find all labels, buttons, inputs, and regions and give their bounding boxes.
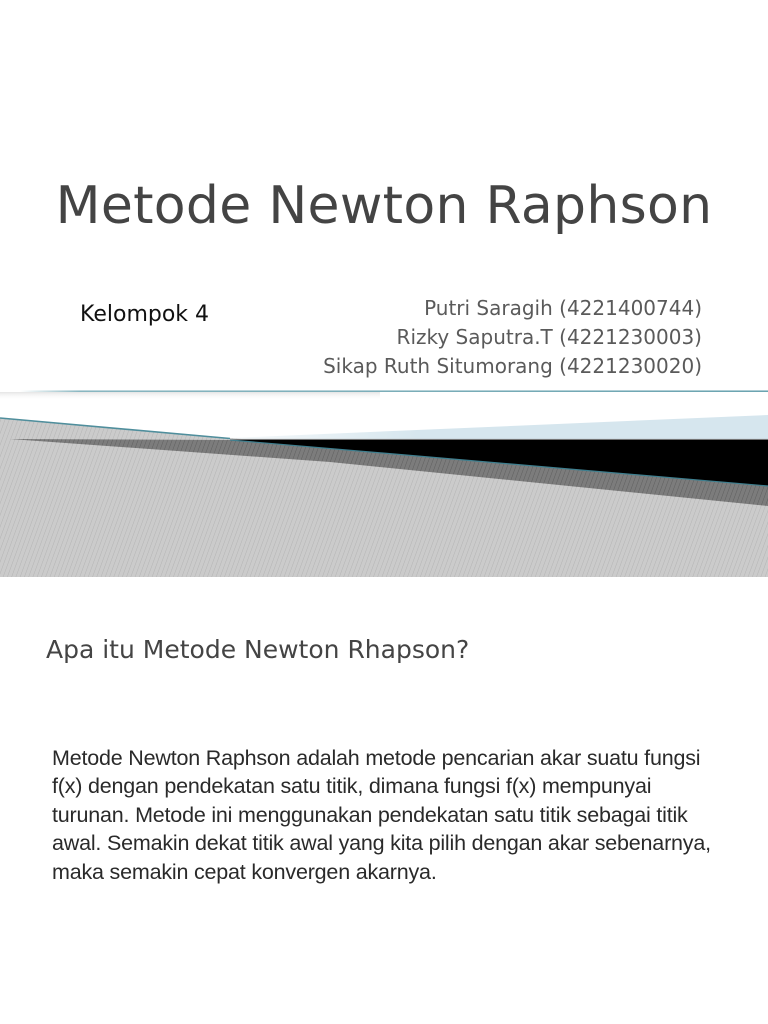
slide-heading: Apa itu Metode Newton Rhapson? (46, 635, 470, 664)
author-list (323, 294, 702, 381)
slide-title: Metode Newton Raphson (55, 176, 713, 236)
definition-paragraph: Metode Newton Raphson adalah metode pencarian akar suatu fungsi f(x) dengan pendekatan satu titik, dimana fungsi f(x) mempunyai turunan. Metode ini menggunakan pendekatan satu titik sebagai titik awal. Semakin dekat titik awal yang kita pilih dengan akar sebenarnya, maka semakin cepat konvergen akarnya. (52, 746, 711, 884)
group-label: Kelompok 4 (80, 302, 210, 327)
author-name: Putri Saragih (4221400744) (424, 296, 702, 320)
author-name: Rizky Saputra.T (4221230003) (396, 325, 702, 349)
decorative-band (0, 380, 768, 577)
author-name: Sikap Ruth Situmorang (4221230020) (323, 354, 702, 378)
definition-slide (0, 577, 768, 1024)
